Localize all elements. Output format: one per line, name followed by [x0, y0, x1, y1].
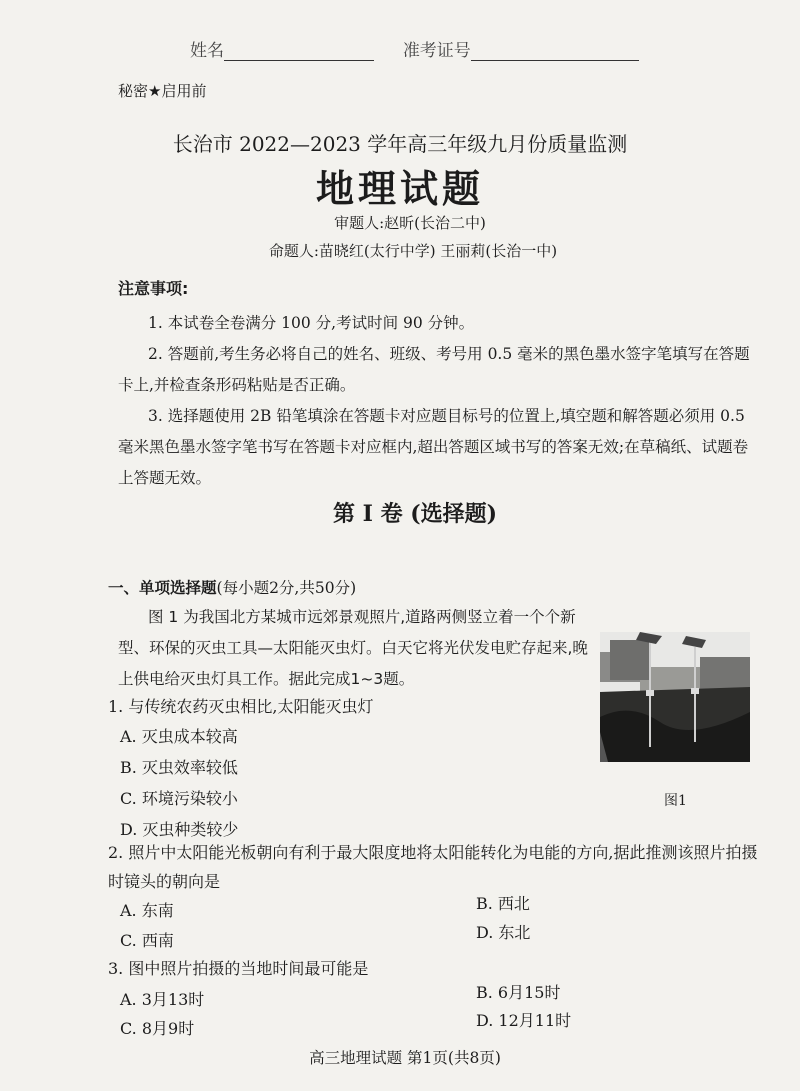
notice-item: 2. 答题前,考生务必将自己的姓名、班级、考号用 0.5 毫米的黑色墨水签字笔填写在答题卡上,并检查条形码粘贴是否正确。 — [118, 345, 750, 394]
question-intro: 图 1 为我国北方某城市远郊景观照片,道路两侧竖立着一个个新型、环保的灭虫工具—太阳能灭虫灯。白天它将光伏发电贮存起来,晚上供电给灭虫灯具工作。据此完成1~3题。 — [118, 608, 588, 688]
option-d: D. 12月11时 — [476, 1011, 572, 1030]
secret-mark: 秘密★启用前 — [118, 82, 207, 100]
option-a: A. 东南 — [120, 901, 174, 920]
author-line: 命题人:苗晓红(太行中学) 王丽莉(长治一中) — [268, 242, 558, 260]
exam-title: 长治市 2022—2023 学年高三年级九月份质量监测 — [172, 132, 628, 156]
section-heading — [108, 576, 356, 598]
option-a: A. 灭虫成本较高 — [120, 727, 238, 746]
reviewer-line: 审题人:赵昕(长治二中) — [334, 214, 486, 232]
option-c: C. 环境污染较小 — [120, 789, 238, 808]
name-label: 姓名 — [190, 41, 224, 61]
notice-item: 1. 本试卷全卷满分 100 分,考试时间 90 分钟。 — [148, 314, 475, 332]
student-info-header — [190, 36, 639, 61]
option-c: C. 8月9时 — [120, 1019, 195, 1038]
option-a: A. 3月13时 — [120, 990, 205, 1009]
volume-title: 第 I 卷 (选择题) — [332, 501, 498, 527]
figure-caption: 图1 — [664, 793, 687, 809]
option-d: D. 东北 — [476, 923, 531, 942]
section-title: 一、单项选择题 — [108, 578, 217, 597]
option-c: C. 西南 — [120, 931, 174, 950]
option-b: B. 西北 — [476, 894, 530, 913]
name-blank[interactable] — [224, 60, 374, 61]
option-d: D. 灭虫种类较少 — [120, 820, 239, 839]
option-b: B. 灭虫效率较低 — [120, 758, 238, 777]
page-footer: 高三地理试题 第1页(共8页) — [309, 1049, 501, 1067]
subject-title: 地理试题 — [315, 166, 484, 211]
question-stem: 1. 与传统农药灭虫相比,太阳能灭虫灯 — [108, 697, 374, 716]
question-stem: 3. 图中照片拍摄的当地时间最可能是 — [108, 959, 369, 978]
exam-number-label: 准考证号 — [402, 41, 471, 61]
notice-heading: 注意事项: — [118, 279, 189, 298]
option-b: B. 6月15时 — [476, 983, 561, 1002]
figure-photo — [600, 632, 750, 762]
question-stem: 2. 照片中太阳能光板朝向有利于最大限度地将太阳能转化为电能的方向,据此推测该照片拍摄时镜头的朝向是 — [108, 843, 758, 891]
section-note: (每小题2分,共50分) — [216, 579, 357, 597]
exam-number-blank[interactable] — [471, 60, 639, 61]
notice-item: 3. 选择题使用 2B 铅笔填涂在答题卡对应题目标号的位置上,填空题和解答题必须用 0.5 毫米黑色墨水签字笔书写在答题卡对应框内,超出答题区域书写的答案无效;在草稿纸、试题卷上答题无效。 — [118, 407, 749, 487]
